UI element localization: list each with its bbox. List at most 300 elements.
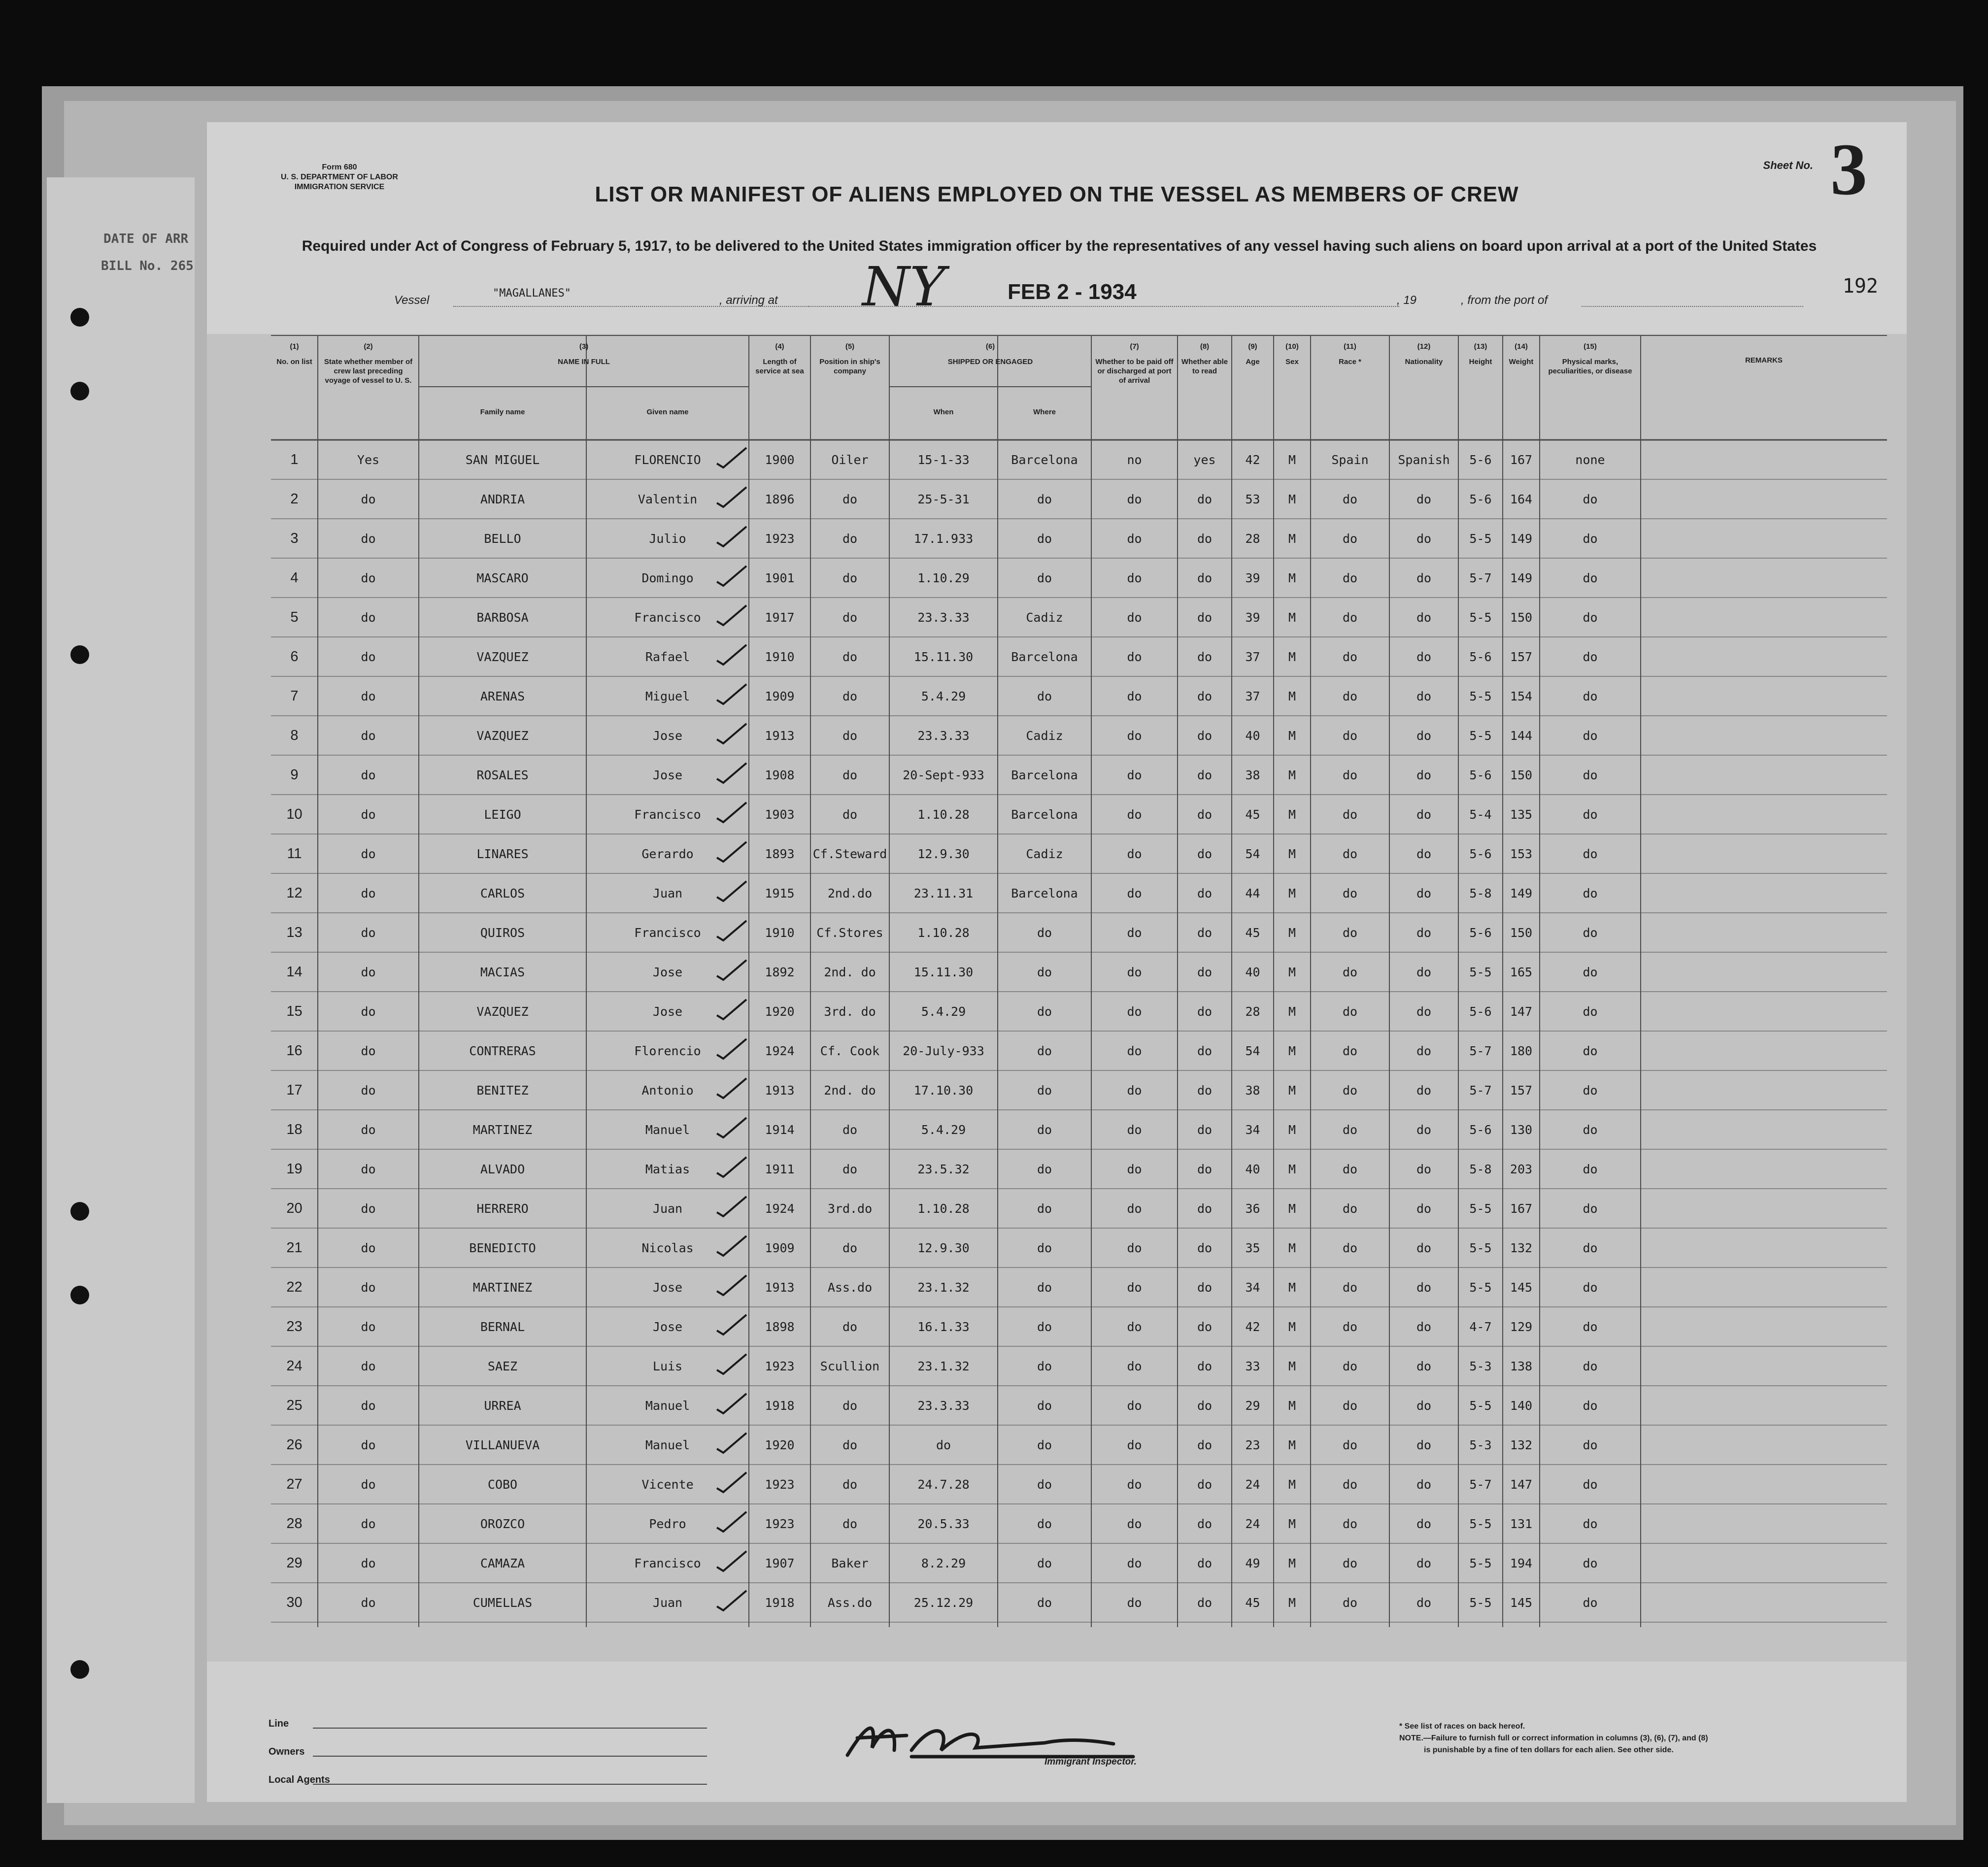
check-mark-icon — [714, 1036, 749, 1061]
arrival-date-stamp: FEB 2 - 1934 — [1008, 280, 1137, 304]
given-name: Rafael — [645, 649, 690, 664]
service-since: 1918 — [765, 1595, 795, 1610]
shipped-where: do — [1037, 1240, 1052, 1255]
position: do — [842, 649, 858, 664]
position: do — [842, 767, 858, 782]
race: do — [1342, 1398, 1358, 1413]
immigrant-inspector-label: Immigrant Inspector. — [1045, 1757, 1137, 1767]
shipped-where: do — [1037, 1083, 1052, 1098]
given-name: Juan — [652, 886, 683, 900]
paid-off: do — [1127, 1477, 1142, 1492]
given-name: Jose — [652, 728, 683, 743]
height: 5-3 — [1469, 1437, 1492, 1452]
race: do — [1342, 649, 1358, 664]
nationality: do — [1416, 846, 1432, 861]
physical-marks: do — [1583, 689, 1598, 703]
age: 39 — [1245, 570, 1260, 585]
page-number: 192 — [1842, 275, 1878, 298]
given-name: Juan — [652, 1201, 683, 1216]
sex: M — [1288, 807, 1296, 822]
service-since: 1913 — [765, 1280, 795, 1295]
shipped-when: 20.5.33 — [917, 1516, 970, 1531]
paid-off: do — [1127, 807, 1142, 822]
age: 34 — [1245, 1122, 1260, 1137]
given-name: Juan — [652, 1595, 683, 1610]
row-number: 29 — [286, 1555, 303, 1571]
family-name: ALVADO — [480, 1162, 525, 1176]
position: do — [842, 689, 858, 703]
column-header — [1503, 342, 1540, 367]
shipped-when: 12.9.30 — [917, 1240, 970, 1255]
column-number: (6) — [985, 342, 995, 351]
position: Scullion — [820, 1359, 880, 1373]
race: do — [1342, 1280, 1358, 1295]
weight: 149 — [1510, 531, 1533, 546]
binder-hole — [70, 308, 89, 327]
family-name: OROZCO — [480, 1516, 525, 1531]
family-name: BERNAL — [480, 1319, 525, 1334]
previous-voyage: do — [361, 767, 376, 782]
shipped-when: 23.3.33 — [917, 610, 970, 625]
age: 38 — [1245, 767, 1260, 782]
table-row — [271, 1189, 1887, 1228]
race: do — [1342, 1162, 1358, 1176]
column-header — [998, 407, 1091, 417]
age: 40 — [1245, 965, 1260, 979]
check-mark-icon — [714, 721, 749, 745]
previous-voyage: do — [361, 689, 376, 703]
nationality: do — [1416, 1004, 1432, 1019]
physical-marks: do — [1583, 1556, 1598, 1570]
paid-off: do — [1127, 531, 1142, 546]
shipped-where: do — [1037, 1280, 1052, 1295]
family-name: CONTRERAS — [469, 1043, 536, 1058]
given-name: Jose — [652, 1319, 683, 1334]
sex: M — [1288, 965, 1296, 979]
column-number: (2) — [364, 342, 373, 351]
nationality: do — [1416, 1398, 1432, 1413]
family-name: BENEDICTO — [469, 1240, 536, 1255]
row-number: 30 — [286, 1594, 303, 1610]
height: 5-8 — [1469, 886, 1492, 900]
row-number: 25 — [286, 1397, 303, 1413]
sheet-number: 3 — [1830, 129, 1867, 210]
given-name: FLORENCIO — [634, 452, 701, 467]
given-name: Matias — [645, 1162, 690, 1176]
able-to-read: do — [1197, 925, 1213, 940]
service-since: 1907 — [765, 1556, 795, 1570]
age: 34 — [1245, 1280, 1260, 1295]
given-name: Jose — [652, 965, 683, 979]
service-since: 1892 — [765, 965, 795, 979]
family-name: CARLOS — [480, 886, 525, 900]
column-label: No. on list — [276, 358, 312, 366]
position: Cf.Steward — [812, 846, 887, 861]
shipped-when: 15.11.30 — [913, 965, 974, 979]
able-to-read: do — [1197, 1437, 1213, 1452]
shipped-where: do — [1037, 1556, 1052, 1570]
previous-voyage: do — [361, 1162, 376, 1176]
family-name: CAMAZA — [480, 1556, 525, 1570]
height: 5-6 — [1469, 649, 1492, 664]
family-name: ARENAS — [480, 689, 525, 703]
age: 29 — [1245, 1398, 1260, 1413]
column-number: (14) — [1515, 342, 1528, 351]
height: 5-5 — [1469, 1201, 1492, 1216]
able-to-read: do — [1197, 1516, 1213, 1531]
column-header — [271, 342, 318, 367]
age: 35 — [1245, 1240, 1260, 1255]
able-to-read: do — [1197, 1043, 1213, 1058]
paid-off: do — [1127, 570, 1142, 585]
shipped-where: do — [1037, 1359, 1052, 1373]
shipped-when: 23.11.31 — [913, 886, 974, 900]
able-to-read: do — [1197, 767, 1213, 782]
able-to-read: do — [1197, 1162, 1213, 1176]
form-number: Form 680 — [322, 163, 357, 171]
paid-off: do — [1127, 1240, 1142, 1255]
age: 28 — [1245, 1004, 1260, 1019]
given-name: Julio — [649, 531, 686, 546]
shipped-when: 5.4.29 — [921, 1122, 966, 1137]
physical-marks: do — [1583, 610, 1598, 625]
height: 5-4 — [1469, 807, 1492, 822]
column-header — [419, 342, 749, 367]
row-number: 3 — [290, 530, 299, 546]
physical-marks: do — [1583, 1516, 1598, 1531]
height: 5-6 — [1469, 767, 1492, 782]
family-name: HERRERO — [476, 1201, 529, 1216]
nationality: do — [1416, 1595, 1432, 1610]
table-row — [271, 1543, 1887, 1583]
column-header — [889, 407, 998, 417]
race: do — [1342, 1043, 1358, 1058]
physical-marks: do — [1583, 649, 1598, 664]
column-header — [889, 342, 1091, 367]
physical-marks: do — [1583, 1280, 1598, 1295]
table-row — [271, 952, 1887, 992]
height: 5-6 — [1469, 925, 1492, 940]
able-to-read: do — [1197, 531, 1213, 546]
sex: M — [1288, 1556, 1296, 1570]
position: do — [842, 1240, 858, 1255]
sex: M — [1288, 649, 1296, 664]
age: 37 — [1245, 689, 1260, 703]
position: do — [842, 807, 858, 822]
height: 5-5 — [1469, 1556, 1492, 1570]
height: 4-7 — [1469, 1319, 1492, 1334]
race: do — [1342, 1359, 1358, 1373]
shipped-when: 23.3.33 — [917, 1398, 970, 1413]
paid-off: do — [1127, 1043, 1142, 1058]
weight: 194 — [1510, 1556, 1533, 1570]
previous-voyage: do — [361, 610, 376, 625]
race: do — [1342, 1556, 1358, 1570]
age: 53 — [1245, 492, 1260, 506]
sex: M — [1288, 1477, 1296, 1492]
previous-voyage: do — [361, 1437, 376, 1452]
height: 5-5 — [1469, 1240, 1492, 1255]
local-agents-rule — [313, 1784, 707, 1785]
shipped-where: do — [1037, 1595, 1052, 1610]
table-row — [271, 1504, 1887, 1543]
nationality: do — [1416, 965, 1432, 979]
paid-off: do — [1127, 1516, 1142, 1531]
table-row — [271, 1346, 1887, 1386]
age: 39 — [1245, 610, 1260, 625]
race: do — [1342, 965, 1358, 979]
table-row — [271, 519, 1887, 558]
able-to-read: do — [1197, 1201, 1213, 1216]
nationality: do — [1416, 1240, 1432, 1255]
previous-voyage: do — [361, 965, 376, 979]
check-mark-icon — [714, 1351, 749, 1376]
footnote-races: * See list of races on back hereof. — [1399, 1722, 1525, 1731]
table-row — [271, 913, 1887, 952]
sheet-number-label: Sheet No. — [1763, 159, 1813, 171]
weight: 167 — [1510, 1201, 1533, 1216]
line-rule — [313, 1728, 707, 1729]
nationality: do — [1416, 1516, 1432, 1531]
height: 5-7 — [1469, 570, 1492, 585]
race: do — [1342, 1083, 1358, 1098]
column-label: Given name — [646, 408, 689, 416]
row-number: 13 — [286, 924, 303, 940]
given-name: Luis — [652, 1359, 683, 1373]
nationality: do — [1416, 531, 1432, 546]
physical-marks: do — [1583, 925, 1598, 940]
height: 5-6 — [1469, 1004, 1492, 1019]
family-name: URREA — [484, 1398, 521, 1413]
column-label: Race * — [1339, 358, 1361, 366]
weight: 130 — [1510, 1122, 1533, 1137]
column-label: Position in ship's company — [819, 358, 880, 375]
able-to-read: do — [1197, 1398, 1213, 1413]
family-name: VAZQUEZ — [476, 649, 529, 664]
able-to-read: do — [1197, 1280, 1213, 1295]
family-name: BENITEZ — [476, 1083, 529, 1098]
table-row — [271, 1267, 1887, 1307]
form-header — [207, 122, 1907, 334]
sex: M — [1288, 728, 1296, 743]
service-since: 1923 — [765, 1359, 795, 1373]
given-name: Francisco — [634, 1556, 701, 1570]
vessel-name: "MAGALLANES" — [493, 287, 571, 300]
column-label: REMARKS — [1745, 356, 1783, 365]
weight: 154 — [1510, 689, 1533, 703]
shipped-where: Cadiz — [1026, 610, 1063, 625]
given-name: Manuel — [645, 1437, 690, 1452]
nationality: do — [1416, 1122, 1432, 1137]
check-mark-icon — [714, 445, 749, 469]
column-label: State whether member of crew last preceding voyage of vessel to U. S. — [324, 358, 413, 385]
shipped-where: Barcelona — [1011, 807, 1078, 822]
able-to-read: do — [1197, 1122, 1213, 1137]
weight: 167 — [1510, 452, 1533, 467]
row-number: 26 — [286, 1436, 303, 1453]
given-name: Jose — [652, 767, 683, 782]
nationality: do — [1416, 1319, 1432, 1334]
family-name: QUIROS — [480, 925, 525, 940]
service-since: 1900 — [765, 452, 795, 467]
weight: 140 — [1510, 1398, 1533, 1413]
binder-hole — [70, 382, 89, 400]
family-name: MACIAS — [480, 965, 525, 979]
nationality: do — [1416, 1556, 1432, 1570]
shipped-when: 1.10.28 — [917, 1201, 970, 1216]
race: do — [1342, 689, 1358, 703]
age: 45 — [1245, 925, 1260, 940]
previous-voyage: do — [361, 1122, 376, 1137]
given-name: Domingo — [641, 570, 694, 585]
position: 2nd.do — [827, 886, 873, 900]
service-since: 1920 — [765, 1004, 795, 1019]
column-header — [419, 407, 586, 417]
shipped-where: do — [1037, 925, 1052, 940]
check-mark-icon — [714, 1312, 749, 1336]
check-mark-icon — [714, 800, 749, 824]
family-name: ANDRIA — [480, 492, 525, 506]
check-mark-icon — [714, 1115, 749, 1139]
previous-voyage: do — [361, 649, 376, 664]
height: 5-6 — [1469, 846, 1492, 861]
column-label: Whether able to read — [1181, 358, 1228, 375]
row-number: 9 — [290, 767, 299, 783]
nationality: do — [1416, 1162, 1432, 1176]
able-to-read: do — [1197, 1240, 1213, 1255]
check-mark-icon — [714, 1588, 749, 1612]
row-number: 1 — [290, 451, 299, 467]
race: do — [1342, 1516, 1358, 1531]
weight: 157 — [1510, 1083, 1533, 1098]
service-since: 1896 — [765, 492, 795, 506]
able-to-read: do — [1197, 1004, 1213, 1019]
physical-marks: do — [1583, 807, 1598, 822]
race: Spain — [1331, 452, 1369, 467]
race: do — [1342, 1477, 1358, 1492]
race: do — [1342, 807, 1358, 822]
weight: 147 — [1510, 1477, 1533, 1492]
physical-marks: do — [1583, 846, 1598, 861]
service: IMMIGRATION SERVICE — [294, 183, 385, 191]
weight: 149 — [1510, 570, 1533, 585]
age: 44 — [1245, 886, 1260, 900]
shipped-when: 8.2.29 — [921, 1556, 966, 1570]
check-mark-icon — [714, 1430, 749, 1455]
row-number: 7 — [290, 688, 299, 704]
height: 5-8 — [1469, 1162, 1492, 1176]
table-row — [271, 440, 1887, 479]
footnote-penalty: NOTE.—Failure to furnish full or correct information in columns (3), (6), (7), and (8) — [1399, 1734, 1708, 1742]
row-number: 22 — [286, 1279, 303, 1295]
column-header — [1389, 342, 1458, 367]
age: 36 — [1245, 1201, 1260, 1216]
row-number: 2 — [290, 491, 299, 507]
paid-off: do — [1127, 1595, 1142, 1610]
column-number: (7) — [1130, 342, 1139, 351]
physical-marks: do — [1583, 492, 1598, 506]
table-row — [271, 1386, 1887, 1425]
check-mark-icon — [714, 1509, 749, 1534]
race: do — [1342, 1437, 1358, 1452]
table-row — [271, 1031, 1887, 1070]
shipped-when: 23.1.32 — [917, 1359, 970, 1373]
column-number: (4) — [775, 342, 784, 351]
shipped-where: do — [1037, 1319, 1052, 1334]
column-label: Physical marks, peculiarities, or disease — [1548, 358, 1632, 375]
table-row — [271, 558, 1887, 598]
height: 5-7 — [1469, 1083, 1492, 1098]
family-name: CUMELLAS — [472, 1595, 533, 1610]
column-number: (15) — [1584, 342, 1597, 351]
table-row — [271, 834, 1887, 873]
age: 49 — [1245, 1556, 1260, 1570]
table-row — [271, 1425, 1887, 1465]
previous-voyage: do — [361, 1556, 376, 1570]
previous-voyage: do — [361, 728, 376, 743]
able-to-read: do — [1197, 1319, 1213, 1334]
sex: M — [1288, 1398, 1296, 1413]
race: do — [1342, 1595, 1358, 1610]
nationality: do — [1416, 1280, 1432, 1295]
owners-rule — [313, 1756, 707, 1757]
paid-off: do — [1127, 1437, 1142, 1452]
given-name: Miguel — [645, 689, 690, 703]
row-number: 6 — [290, 648, 299, 665]
sex: M — [1288, 452, 1296, 467]
physical-marks: do — [1583, 1359, 1598, 1373]
physical-marks: none — [1575, 452, 1605, 467]
race: do — [1342, 492, 1358, 506]
family-name: LEIGO — [484, 807, 521, 822]
table-row — [271, 1228, 1887, 1267]
given-name: Manuel — [645, 1398, 690, 1413]
arriving-port: NY — [862, 255, 945, 318]
column-header — [1641, 356, 1887, 365]
paid-off: do — [1127, 1004, 1142, 1019]
age: 24 — [1245, 1477, 1260, 1492]
shipped-where: Barcelona — [1011, 767, 1078, 782]
sex: M — [1288, 1595, 1296, 1610]
vessel-label: Vessel — [394, 294, 430, 307]
column-label: Weight — [1509, 358, 1534, 366]
service-since: 1914 — [765, 1122, 795, 1137]
weight: 150 — [1510, 767, 1533, 782]
position: 3rd. do — [824, 1004, 876, 1019]
nationality: do — [1416, 1043, 1432, 1058]
row-number: 11 — [287, 845, 302, 862]
able-to-read: do — [1197, 1556, 1213, 1570]
previous-voyage: do — [361, 531, 376, 546]
age: 23 — [1245, 1437, 1260, 1452]
binder-hole — [70, 1286, 89, 1304]
able-to-read: do — [1197, 1359, 1213, 1373]
column-label: Length of service at sea — [755, 358, 804, 375]
able-to-read: do — [1197, 649, 1213, 664]
column-label: Age — [1246, 358, 1260, 366]
weight: 149 — [1510, 886, 1533, 900]
sex: M — [1288, 767, 1296, 782]
column-label: Where — [1033, 408, 1056, 416]
race: do — [1342, 1004, 1358, 1019]
nationality: do — [1416, 1477, 1432, 1492]
row-number: 19 — [286, 1161, 303, 1177]
service-since: 1898 — [765, 1319, 795, 1334]
check-mark-icon — [714, 642, 749, 667]
position: do — [842, 531, 858, 546]
check-mark-icon — [714, 918, 749, 942]
family-name: SAEZ — [487, 1359, 518, 1373]
